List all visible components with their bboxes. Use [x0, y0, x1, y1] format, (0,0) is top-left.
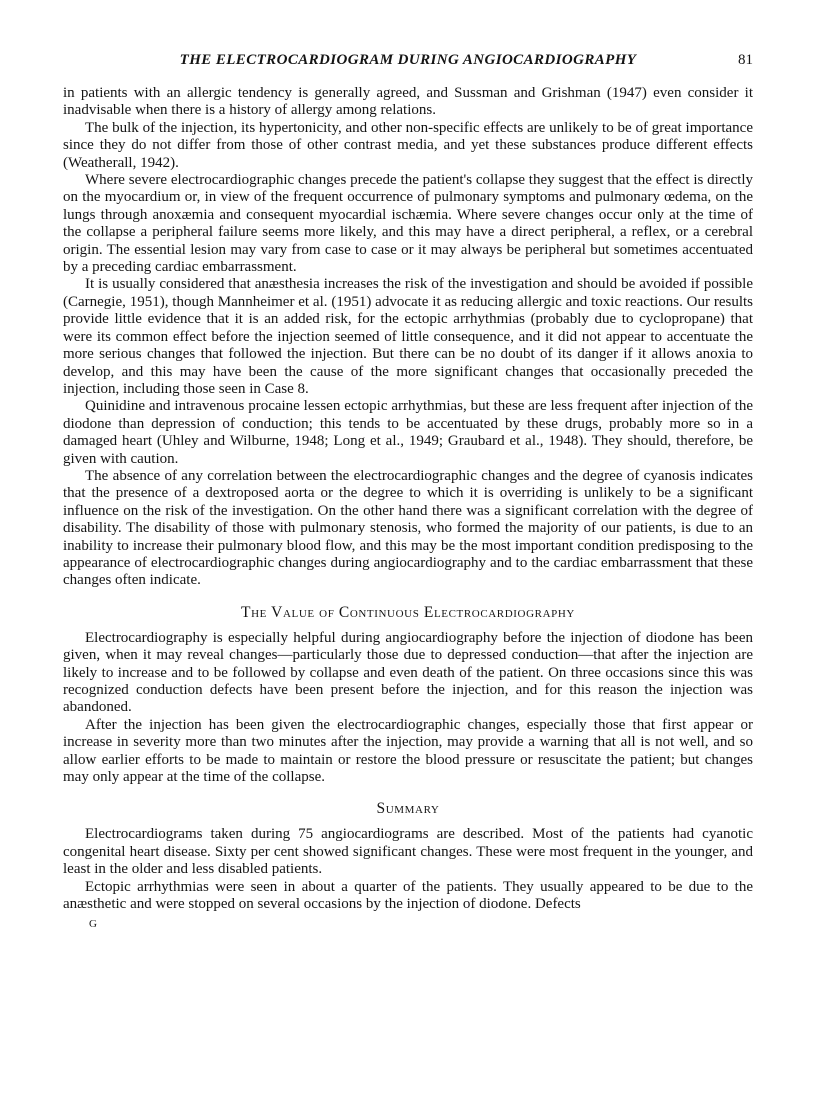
paragraph: The absence of any correlation between the electrocardiographic changes and the degree of cyanosis indicates that the presence of a dextroposed aorta or the degree to which it is overriding is unlikely to be a significant influence on the risk of the investigation. On the other hand there was a significant correlation with the degree of disability. The disability of those with pulmonary stenosis, who formed the majority of our patients, is due to an inability to increase their pulmonary blood flow, and this may be the most important condition predisposing to the appearance of electrocardiographic changes during angiocardiography and to the cardiac embarrassment that these changes often indicate.	[63, 467, 753, 589]
section-heading-summary: Summary	[376, 800, 440, 818]
page-content	[63, 52, 753, 930]
paragraph: Electrocardiography is especially helpful during angiocardiography before the injection of diodone has been given, when it may reveal changes—particularly those due to depressed conduction—that after the injection are likely to increase and to be followed by collapse and even death of the patient. On three occasions since this was recognized conduction defects have been present before the injection, and for this reason the injection was abandoned.	[63, 629, 753, 716]
page-number: 81	[738, 52, 753, 68]
article-body	[63, 85, 753, 930]
paragraph: Ectopic arrhythmias were seen in about a quarter of the patients. They usually appeared to be due to the anæsthetic and were stopped on several occasions by the injection of diodone. Defects	[63, 878, 753, 913]
printers-signature-mark: G	[89, 918, 97, 931]
paragraph: After the injection has been given the electrocardiographic changes, especially those that first appear or increase in severity more than two minutes after the injection, may provide a warning that all is not well, and so allow earlier efforts to be made to maintain or restore the blood pressure or resuscitate the patient; but changes may only appear at the time of the collapse.	[63, 716, 753, 786]
paragraph: Electrocardiograms taken during 75 angiocardiograms are described. Most of the patients had cyanotic congenital heart disease. Sixty per cent showed significant changes. These were most frequent in the younger, and least in the older and less disabled patients.	[63, 826, 753, 878]
section-heading-value-of-continuous-electrocardiography: The Value of Continuous Electrocardiography	[241, 603, 575, 621]
running-title: THE ELECTROCARDIOGRAM DURING ANGIOCARDIOGRAPHY	[179, 52, 637, 68]
paragraph: Quinidine and intravenous procaine lessen ectopic arrhythmias, but these are less frequent after injection of the diodone than depression of conduction; this tends to be accentuated by these drugs, probably more so in a damaged heart (Uhley and Wilburne, 1948; Long et al., 1949; Graubard et al., 1948). They should, therefore, be given with caution.	[63, 398, 753, 467]
paragraph: Where severe electrocardiographic changes precede the patient's collapse they suggest that the effect is directly on the myocardium or, in view of the frequent occurrence of pulmonary symptoms and pulmonary œdema, on the lungs through anoxæmia and consequent myocardial ischæmia. Where severe changes occur only at the time of the collapse a peripheral failure seems more likely, and this may have a direct peripheral, a reflex, or a cerebral origin. The essential lesion may vary from case to case or it may always be peripheral but sometimes accentuated by a preceding cardiac embarrassment.	[63, 172, 753, 276]
paragraph: It is usually considered that anæsthesia increases the risk of the investigation and should be avoided if possible (Carnegie, 1951), though Mannheimer et al. (1951) advocate it as reducing allergic and toxic reactions. Our results provide little evidence that it is an added risk, for the ectopic arrhythmias (probably due to cyclopropane) that were its common effect before the injection seemed of little consequence, and it did not appear to accentuate the more serious changes that followed the injection. But there can be no doubt of its danger if it allows anoxia to develop, and this may have been the cause of the more significant changes that occasionally preceded the injection, including those seen in Case 8.	[63, 276, 753, 397]
running-head	[63, 52, 753, 69]
paragraph-continuation: in patients with an allergic tendency is generally agreed, and Sussman and Grishman (1947) even consider it inadvisable when there is a history of allergy among relations.	[63, 85, 753, 119]
paragraph: The bulk of the injection, its hypertonicity, and other non-specific effects are unlikely to be of great importance since they do not differ from those of other contrast media, and yet these substances produce different effects (Weatherall, 1942).	[63, 119, 753, 171]
